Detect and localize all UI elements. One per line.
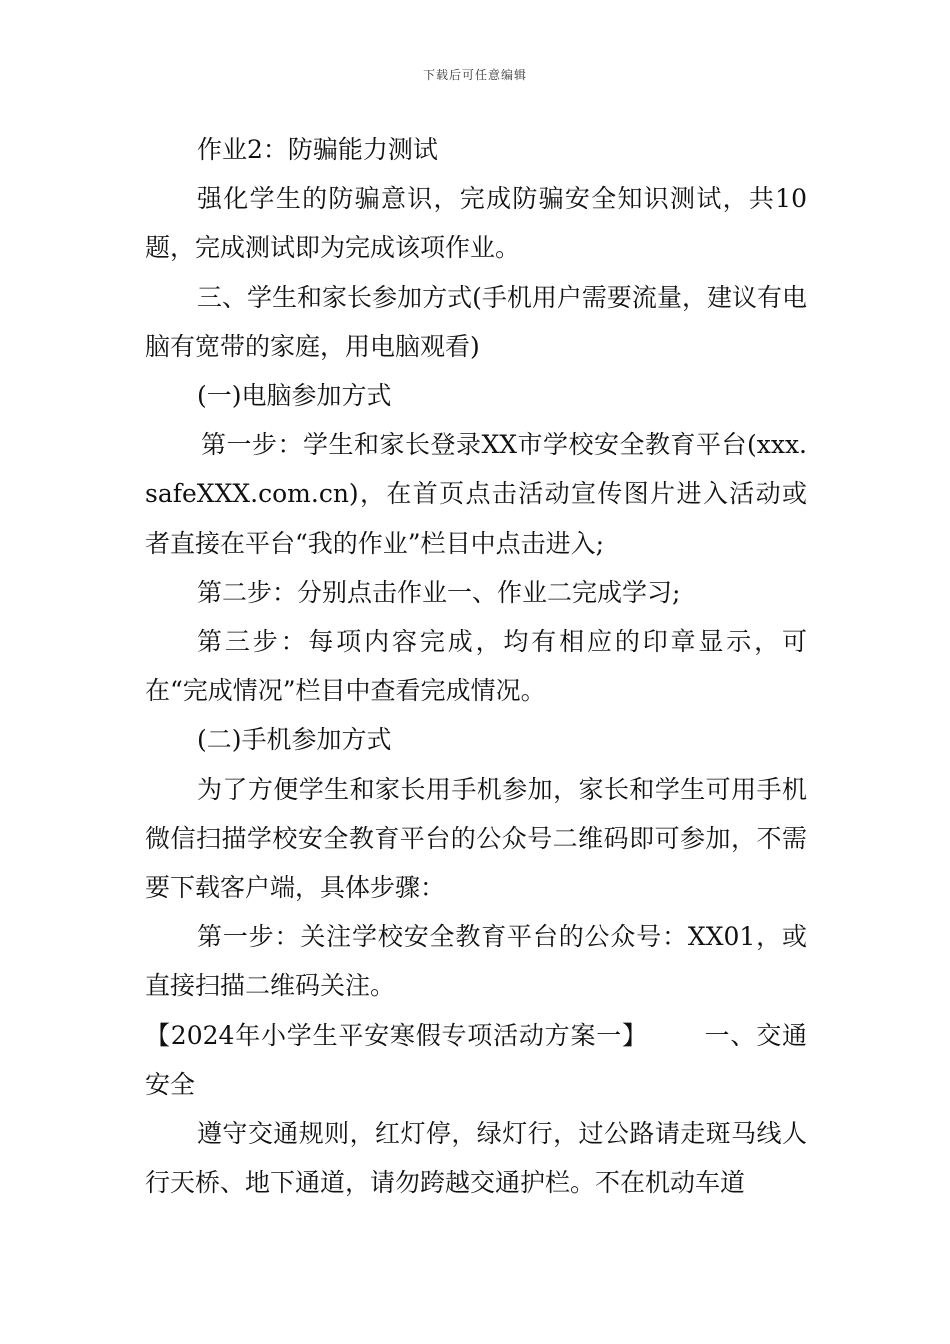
computer-step-3: 第三步：每项内容完成，均有相应的印章显示，可在“完成情况”栏目中查看完成情况。: [145, 627, 807, 706]
traffic-safety-text: 遵守交通规则，红灯停，绿灯行，过公路请走斑马线人行天桥、地下通道，请勿跨越交通护栏。不在机动车道: [145, 1119, 807, 1198]
computer-method-heading: (一)电脑参加方式: [197, 381, 392, 411]
section-3-heading: 三、学生和家长参加方式(手机用户需要流量，建议有电脑有宽带的家庭，用电脑观看): [145, 282, 807, 361]
page-header: 下载后可任意编辑: [422, 68, 527, 82]
plan-title: 【2024年小学生平安寒假专项活动方案一】: [145, 1020, 648, 1050]
mobile-method-heading: (二)手机参加方式: [197, 725, 392, 755]
traffic-safety-heading: 一、交通安全: [145, 1020, 807, 1099]
assignment-2-heading: 作业2：防骗能力测试: [197, 135, 438, 164]
computer-step-1: 第一步：学生和家长登录XX市学校安全教育平台(xxx.safeXXX.com.cn)，在首页点击活动宣传图片进入活动或者直接在平台“我的作业”栏目中点击进入;: [145, 430, 807, 558]
mobile-method-description: 为了方便学生和家长用手机参加，家长和学生可用手机微信扫描学校安全教育平台的公众号二维码即可参加，不需要下载客户端，具体步骤：: [145, 774, 807, 903]
assignment-2-description: 强化学生的防骗意识，完成防骗安全知识测试，共10题，完成测试即为完成该项作业。: [145, 184, 807, 263]
computer-step-2: 第二步：分别点击作业一、作业二完成学习;: [197, 577, 681, 607]
plan-title-paragraph: [145, 1011, 807, 1109]
document-body: [145, 125, 807, 1207]
mobile-step-1: 第一步：关注学校安全教育平台的公众号：XX01，或直接扫描二维码关注。: [145, 922, 807, 1001]
